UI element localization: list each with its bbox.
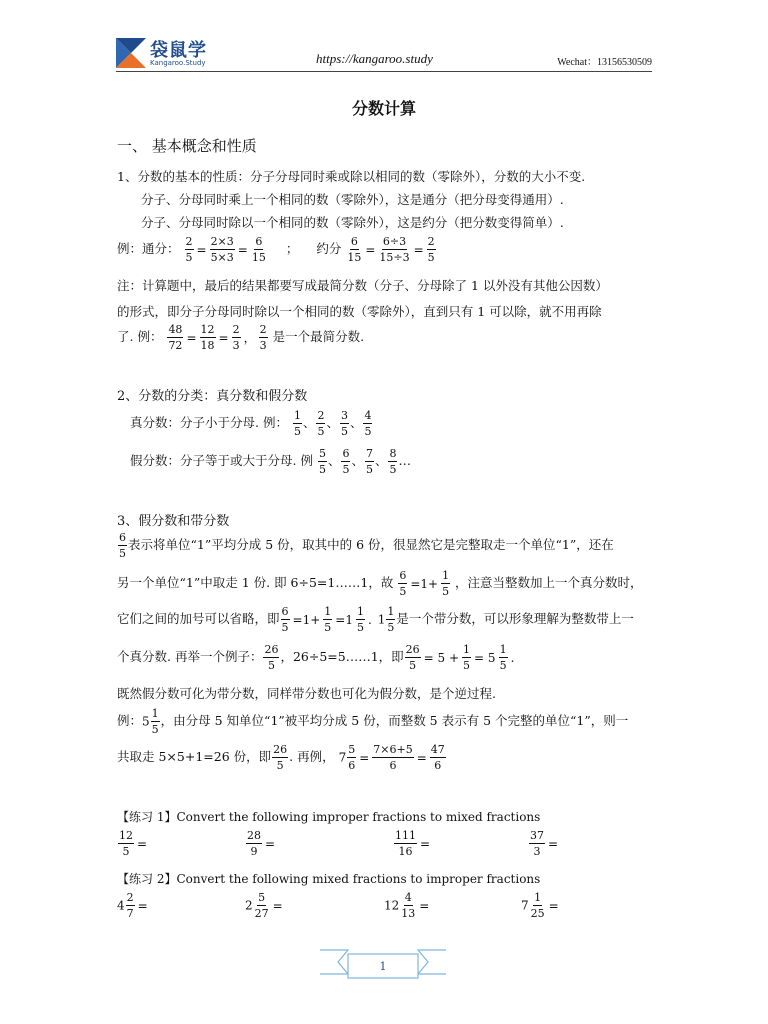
improper-fraction-label: 假分数：分子等于或大于分母. 例 [130,453,313,468]
logo-text-cn: 袋鼠学 [150,40,207,61]
section3-line-7: 共取走 5×5+1=26 份，即 $\frac{26}{5}$ . 再例， 7 $\frac{5}{6}$ = $\frac{7\times 6+5}{6}$ = $\frac{47}{6}$ [117,743,445,772]
page-title: 分数计算 [351,99,416,118]
section3-text: 个真分数. 再举一个例子： [117,649,263,664]
fraction: $\frac{26}{5}$ [264,643,279,672]
section1-heading: 一、 基本概念和性质 [117,137,257,155]
section3-text: 共取走 5×5+1=26 份，即 [117,749,272,764]
proper-fraction-label: 真分数：分子小于分母. 例： [130,415,288,430]
proper-fraction-line: 真分数：分子小于分母. 例： $\frac{1}{5}$ 、 $\frac{2}{5}$ 、 $\frac{3}{5}$ 、 $\frac{4}{5}$ [130,409,372,438]
fraction: $\frac{4}{5}$ [364,409,372,438]
exercise2-label: 【练习 2】Convert the following mixed fractions to improper fractions [117,872,541,886]
fraction: $\frac{6}{15}$ [251,235,266,264]
section3-text: 表示将单位“1”平均分成 5 份，取其中的 6 份，很显然它是完整取走一个单位“1”，还在 [128,537,614,552]
fraction: $\frac{2\times 3}{5\times 3}$ [210,235,234,264]
section3-text: ，注意当整数加上一个真分数时， [455,575,643,590]
fraction: $\frac{6\div 3}{15\div 3}$ [379,235,410,264]
fraction: $\frac{6}{5}$ [119,531,126,560]
fraction: $\frac{26}{5}$ [273,743,288,772]
fraction: $\frac{6}{5}$ [399,569,407,598]
fraction: $\frac{2}{5}$ [185,235,193,264]
fraction: $\frac{6}{5}$ [281,605,289,634]
exercise1-item: $\frac{37}{3}$ = [530,829,559,858]
wechat-contact: Wechat：13156530509 [557,57,652,68]
fraction: $\frac{1}{5}$ [356,605,364,634]
fraction: $\frac{1}{5}$ [463,643,471,672]
section1-paragraph-2: 分子、分母同时乘上一个相同的数（零除外），这是通分（把分母变得通用）. [141,192,564,207]
example-separator: ； [285,241,299,256]
fraction: $\frac{5}{5}$ [318,447,326,476]
fraction: $\frac{6}{5}$ [342,447,350,476]
exercise1-label: 【练习 1】Convert the following improper fractions to mixed fractions [117,810,541,824]
fraction: $\frac{47}{6}$ [430,743,445,772]
example-yuefen: 约分 [316,241,342,256]
section3-text: 另一个单位“1”中取走 1 份. 即 6÷5=1……1，故 [117,575,394,590]
section3-line-5: 既然假分数可化为带分数，同样带分数也可化为假分数，是个逆过程. [117,686,496,701]
note-line-2: 的形式，即分子分母同时除以一个相同的数（零除外），直到只有 1 可以除，就不用再除 [117,304,602,319]
page-number: 1 [379,960,387,973]
section3-text: 是一个带分数，可以形象理解为整数带上一 [396,611,634,626]
exercise1-item: $\frac{111}{16}$ = [395,829,431,858]
improper-fraction-line: 假分数：分子等于或大于分母. 例 $\frac{5}{5}$ 、 $\frac{6}{5}$ 、 $\frac{7}{5}$ 、 $\frac{8}{5}$ … [130,447,411,476]
section1-paragraph-3: 分子、分母同时除以一个相同的数（零除外），这是约分（把分数变得简单）. [141,215,564,230]
fraction: $\frac{6}{15}$ [347,235,362,264]
fraction: $\frac{1}{5}$ [387,605,395,634]
section3-text: ，由分母 5 知单位“1”被平均分成 5 份，而整数 5 表示有 5 个完整的单位“1”，则一 [160,713,629,728]
section3-text: 它们之间的加号可以省略，即 [117,611,280,626]
fraction: $\frac{7\times 6+5}{6}$ [373,743,413,772]
fraction: $\frac{1}{5}$ [151,707,159,736]
fraction: $\frac{3}{5}$ [340,409,348,438]
section3-text: 例： [117,713,143,728]
fraction: $\frac{2}{5}$ [317,409,325,438]
site-url[interactable]: https://kangaroo.study [316,51,433,66]
note-prefix: 了. 例： [117,329,163,344]
section1-paragraph-1: 1、分数的基本的性质：分子分母同时乘或除以相同的数（零除外），分数的大小不变. [117,169,586,184]
fraction: $\frac{26}{5}$ [405,643,420,672]
section3-text: . 再例， [289,749,335,764]
section2-heading: 2、分数的分类：真分数和假分数 [117,389,308,404]
exercise2-item: 4 $\frac{2}{7}$ = [117,891,148,920]
exercise2-item: 2 $\frac{5}{27}$ = [245,891,283,920]
fraction: $\frac{5}{6}$ [348,743,356,772]
section3-text: ，26÷5=5……1，即 [280,649,404,664]
note-suffix: 是一个最简分数. [272,329,365,344]
page-footer [318,942,448,982]
note-line-3: 了. 例： $\frac{48}{72}$ = $\frac{12}{18}$ = $\frac{2}{3}$ ， $\frac{2}{3}$ 是一个最简分数. [117,323,365,352]
section3-line-4: 个真分数. 再举一个例子： $\frac{26}{5}$ ，26÷5=5……1，即 $\frac{26}{5}$ = 5 + $\frac{1}{5}$ = 5 $\frac{1}{5}$ . [117,643,515,672]
section3-heading: 3、假分数和带分数 [117,514,230,529]
fraction: $\frac{1}{5}$ [324,605,332,634]
logo [116,34,226,72]
fraction: $\frac{1}{5}$ [293,409,301,438]
logo-text-en: Kangaroo.Study [150,59,206,67]
exercise2-item: 12 $\frac{4}{13}$ = [384,891,430,920]
exercise2-item: 7 $\frac{1}{25}$ = [521,891,559,920]
section3-line-6: 例：5 $\frac{1}{5}$ ，由分母 5 知单位“1”被平均分成 5 份，而整数 5 表示有 5 个完整的单位“1”，则一 [117,707,629,736]
exercise1-item: $\frac{12}{5}$ = [119,829,148,858]
fraction: $\frac{1}{5}$ [499,643,507,672]
fraction: $\frac{8}{5}$ [389,447,397,476]
section3-line-3: 它们之间的加号可以省略，即 $\frac{6}{5}$ =1+ $\frac{1}{5}$ =1 $\frac{1}{5}$ . 1 $\frac{1}{5}$ 是一个带分数，可以形象理解为整数带上一 [117,605,634,634]
ellipsis: … [398,453,411,468]
fraction: $\frac{2}{3}$ [232,323,240,352]
kangaroo-logo-icon [116,36,146,70]
section3-line-2: 另一个单位“1”中取走 1 份. 即 6÷5=1……1，故 $\frac{6}{5}$ =1+ $\frac{1}{5}$ ，注意当整数加上一个真分数时， [117,569,643,598]
fraction: $\frac{12}{18}$ [200,323,215,352]
fraction: $\frac{2}{3}$ [259,323,267,352]
note-line-1: 注：计算题中，最后的结果都要写成最简分数（分子、分母除了 1 以外没有其他公因数） [117,278,608,293]
fraction: $\frac{2}{5}$ [427,235,435,264]
fraction: $\frac{7}{5}$ [365,447,373,476]
fraction: $\frac{1}{5}$ [442,569,450,598]
example-prefix: 例：通分： [117,241,180,256]
fraction: $\frac{48}{72}$ [168,323,183,352]
page-header [116,30,652,72]
section1-example: 例：通分： $\frac{2}{5}$ = $\frac{2\times 3}{5\times 3}$ = $\frac{6}{15}$ ； 约分 $\frac{6}{15}$ = $\frac{6\div 3}{15\div 3}$ = $\frac{2}{5}$ [117,235,435,264]
exercise1-item: $\frac{28}{9}$ = [247,829,276,858]
section3-line-1 [117,532,614,559]
